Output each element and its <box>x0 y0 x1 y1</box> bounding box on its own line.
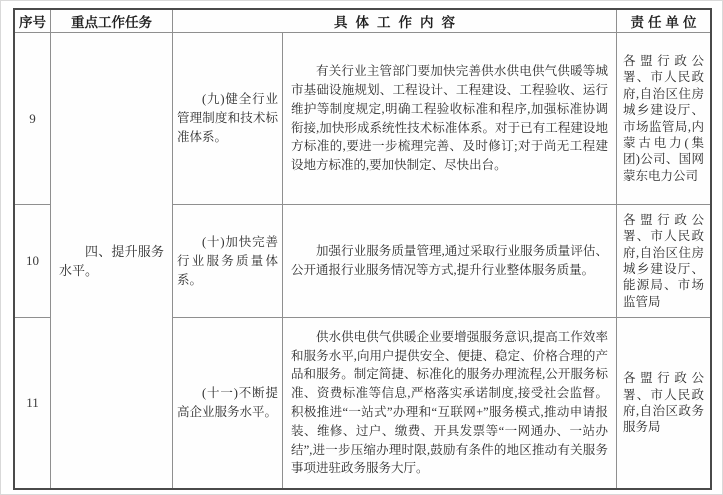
subtask-text-row-9: (九)健全行业管理制度和技术标准体系。 <box>177 92 278 144</box>
header-col-content: 具体工作内容 <box>173 10 617 33</box>
unit-text-row-9: 各盟行政公署、市人民政府,自治区住房城乡建设厅、市场监管局,内蒙古电力(集团)公司、国网蒙东电力公司 <box>623 53 704 183</box>
content-text-row-11: 供水供电供气供暖企业要增强服务意识,提高工作效率和服务水平,向用户提供安全、便捷、稳定、价格合理的产品和服务。制定简捷、标准化的服务办理流程,公开服务标准、资费标准等信息,严格落实承诺制度,接受社会监督。积极推进“一站式”办理和“互联网+”服务模式,推动申请报装、维修、过户、缴费、开具发票等“一网通办、一站办结”,进一步压缩办理时限,鼓励有条件的地区推动有关服务事项进驻政务服务大厅。 <box>291 329 608 476</box>
content-cell-row-10 <box>283 205 617 318</box>
merged-key-task-cell <box>51 33 173 488</box>
content-text-row-9: 有关行业主管部门要加快完善供水供电供气供暖等城市基础设施规划、工程设计、工程建设、工程验收、运行维护等制度规定,明确工程验收标准和程序,加强标准协调衔接,加快形成系统性技术标准体系。对于已有工程建设地方标准的,要进一步梳理完善、及时修订;对于尚无工程建设地方标准的,要加快制定、尽快出台。 <box>291 64 608 173</box>
unit-cell-row-10 <box>617 205 710 318</box>
header-col-no: 序号 <box>15 10 51 33</box>
subtask-text-row-11: (十一)不断提高企业服务水平。 <box>177 386 278 419</box>
row-number-10: 10 <box>15 205 51 318</box>
content-text-row-10: 加强行业服务质量管理,通过采取行业服务质量评估、公开通报行业服务情况等方式,提升行业整体服务质量。 <box>291 244 608 277</box>
subtask-cell-row-11 <box>173 318 283 488</box>
content-cell-row-9 <box>283 33 617 205</box>
content-cell-row-11 <box>283 318 617 488</box>
unit-text-row-11: 各盟行政公署、市人民政府,自治区政务服务局 <box>623 371 704 435</box>
work-tasks-table <box>13 8 712 490</box>
unit-text-row-10: 各盟行政公署、市人民政府,自治区住房城乡建设厅、能源局、市场监管局 <box>623 212 704 309</box>
unit-cell-row-11 <box>617 318 710 488</box>
unit-cell-row-9 <box>617 33 710 205</box>
merged-key-task-text: 四、提升服务水平。 <box>59 243 164 278</box>
header-col-task: 重点工作任务 <box>51 10 173 33</box>
header-col-unit: 责任单位 <box>617 10 710 33</box>
row-number-11: 11 <box>15 318 51 488</box>
subtask-cell-row-10 <box>173 205 283 318</box>
subtask-cell-row-9 <box>173 33 283 205</box>
subtask-text-row-10: (十)加快完善行业服务质量体系。 <box>177 234 278 287</box>
row-number-9: 9 <box>15 33 51 205</box>
